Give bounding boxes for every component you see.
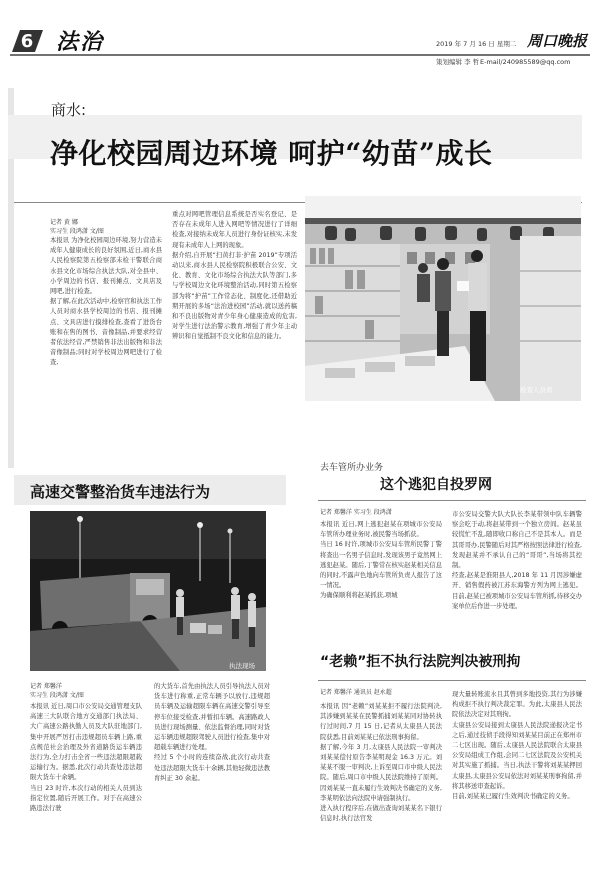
article1-byline: 记者 黄 娜 实习生 段鸿潇 文/图 [50,219,104,235]
date-line: 2019 年 7 月 16 日 星期二 [436,40,517,48]
article4-column-2: 现大量转账流水且其曾到多地投资,其行为涉嫌构成拒不执行判决裁定罪。为此,太康县人民法院依法决定对其刑拘。 太康县公安局接到太康县人民法院递报决定书之后,通过技侦手段得知刘某某目前正在郑州市二七区出现。随后,太康县人民法院联合太康县公安局组成工作组,会同二七区法院及公安机关对其实施了抓捕。当日,执法干警将刘某某押回太康县,太康县公安局依法对刘某某刑事拘留,并将其移送审查起诉。 目前,刘某某已履行生效判决书确定的义务。 [452,691,582,801]
article4-byline: 记者 郑馨洋 通讯员 赵永超 [320,689,392,696]
article3-kicker: 去车管所办业务 [320,463,384,473]
divider [318,500,586,501]
article2-byline: 记者 郑馨洋 实习生 段鸿潇 文/图 [30,683,84,699]
article1-column-2: 重点对网吧管理信息系统是否实名登记、是否存在未成年人进入网吧等情况进行了详细检查,对接纳未成年人员进行身份证核实,未发现有未成年人上网的现象。 据介绍,自开展“扫黄打非·护苗 2019”专项活动以来,商水县人民检察院积极联合公安、文化、教育、文化市场综合执法大队等部门,多与学校周边文化环境整治活动,同时第五检察部为将“护苗”工作常态化、制度化,还借助近期开展的多场“法治进校园”活动,就以送药稿和不良出版物对青少年身心健康造成的危害,对学生进行法治警示教育,增强了青少年主动辨识和自觉抵制不良文化和信息的能力。 [172,211,297,341]
article2-column-2: 的大货车,首先由执法人员引导执法人员对货车进行称重,正常车辆予以放行,违规超员车辆及运输超限车辆在高速交警引导至停车位接受检查,并暂扣车辆。高速路政人员进行现场测量、依法监督治理,同时对货运车辆违规超限驾驶人员进行检查,集中对超载车辆进行处理。 经过 5 个小时的连续奋战,此次行动共查处违法超限大货车十余辆,其他轻微违法教育纠正 30 余起。 [154,683,270,782]
article2-column-1: 本报讯 近日,周口市公安局交通管理支队高速三大队联合地方交通部门执法局、大广高速公路执勤人员及大队驻地部门,集中开展严厉打击违规超员车辆上路,重点规范社会治理及外省道路货运车辆违法行为,全力打击全省一些违法超限超载运输行为。据悉,此次行动共查处违法超限大货车十余辆。 当日 23 时许,本次行动的相关人员到达指定位置,随后开展工作。对于在高速公路违法行驶 [30,703,142,813]
article2-photo [30,511,266,671]
article3-column-2: 市公安局交警大队大队长李某带领中队车辆警察会吃于动,将赵某带到一个独立房间。赵某虽较慌忙不乱,随即收口称自己不是其本人。而是其哥哥办,民警随后对其严格按照法律进行检查,发现赵某并不承认自己的“哥哥”,当场将其控制。 经查,赵某是淮阳县人,2018 年 11 月因涉嫌虚开、销售假药被江苏东海警方列为网上逃犯。目前,赵某已被项城市公安局车管所抓,待移交办案单位后作进一步处理。 [452,511,582,610]
page-number: 6 [20,31,34,52]
email: E-mail/240985589@qq.com [480,58,571,66]
article1-column-1: 本报讯 为净化校园周边环境,努力营造未成年人健康成长的良好氛围,近日,商水县人民检察院第五检察部未检干警联合商水县文化市场综合执法大队,对全县中、小学周边的书店、报刊摊点、文具店及网吧,进行检查。 据了解,在此次活动中,检察官和执法工作人员对商水县学校周边的书店、报刊摊点、文具店进行摸排检查,查看了进货台账和在售的图书、音像制品,并要求经营者依法经营,严禁销售非法出版物和非法音像制品;同时对学校周边网吧进行了检查, [50,237,162,367]
article3-column-1: 本报讯 近日,网上逃犯赵某在项城市公安局车管所办理业务时,被民警当场抓获。 当日 16 时许,项城市公安局车管所民警丁警将查出一名男子信息时,发现该男子竟然网上逃犯赵某。随后,丁警常在核实赵某相关信息的同时,不露声色地向车管所负责人报告了这一情况。 为确保顺利将赵某抓获,项城 [320,521,442,600]
article1-photo [305,196,581,401]
article4-column-1: 本报讯 因“老赖”刘某某拒不履行法院判决,其涉嫌到某某在民警抓捕刘某某同对协转执行过时间,7 月 15 日,记者从太康县人民法院获悉,目前刘某某已依法刑事拘留。 据了解,今年 3 月,太康县人民法院一审判决刘某某偿付原告李某明现金 16.3 万元。刘某某不服一审判决,上诉至周口市中级人民法院。随后,周口市中级人民法院维持了原判。因刘某某一直未履行生效判决书确定的义务,李某明依法向法院申请强制执行。 进入执行程序后,在做出查询刘某某名下银行信息时,执行法官发 [320,703,442,823]
article1-headline: 净化校园周边环境 呵护“幼苗”成长 [50,137,493,170]
article4-headline: “老赖”拒不执行法院判决被刑拘 [320,654,521,670]
article3-byline: 记者 郑馨洋 实习生 段鸿潇 [320,509,392,516]
article3-headline: 这个逃犯自投罗网 [380,477,492,493]
article1-photo-credit: 检查人员看 [520,386,553,394]
article2-headline: 高速交警整治货车违法行为 [30,483,211,501]
article1-kicker: 商水: [51,101,87,119]
divider [318,680,586,681]
paper-name: 周口晚报 [527,32,588,50]
editor-line: 策划编辑 李 哲 [436,58,480,66]
section-title: 法治 [56,29,105,55]
article2-photo-credit: 执法现场 [229,662,255,670]
